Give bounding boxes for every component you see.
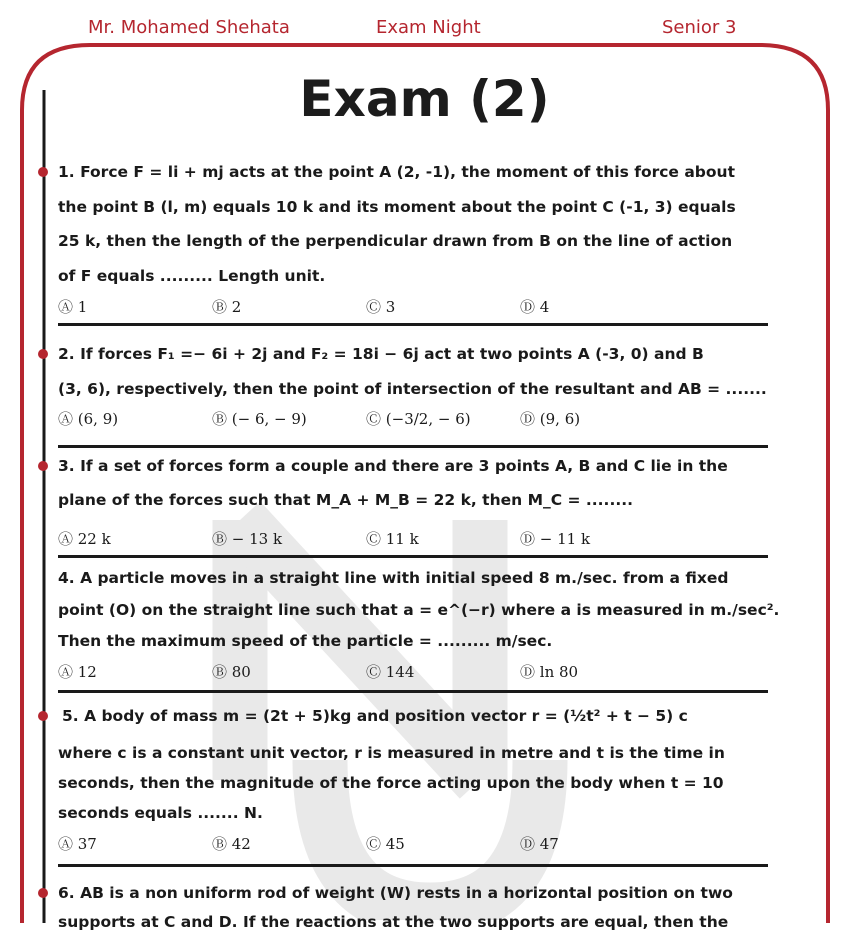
- question-3-option-d[interactable]: Ⓓ − 11 k: [520, 530, 591, 548]
- teacher-name: Mr. Mohamed Shehata: [88, 17, 290, 38]
- question-3-option-c[interactable]: Ⓒ 11 k: [366, 530, 419, 548]
- question-1-option-d[interactable]: Ⓓ 4: [520, 298, 550, 316]
- question-5-line-4: seconds equals ....... N.: [58, 804, 263, 822]
- header-title: Exam Night: [376, 17, 481, 38]
- question-5-option-a[interactable]: Ⓐ 37: [58, 835, 97, 853]
- question-4-option-a[interactable]: Ⓐ 12: [58, 663, 97, 681]
- question-separator: [58, 555, 768, 558]
- question-bullet: [38, 349, 48, 359]
- question-1-line-1: 1. Force F = li + mj acts at the point A (2, -1), the moment of this force about: [58, 163, 735, 181]
- question-separator: [58, 690, 768, 693]
- question-4-option-b[interactable]: Ⓑ 80: [212, 663, 251, 681]
- question-5-line-2: where c is a constant unit vector, r is measured in metre and t is the time in: [58, 744, 725, 762]
- exam-title: Exam (2): [299, 70, 550, 128]
- question-6-line-2: supports at C and D. If the reactions at the two supports are equal, then the: [58, 913, 729, 931]
- question-separator: [58, 864, 768, 867]
- question-5-option-b[interactable]: Ⓑ 42: [212, 835, 251, 853]
- question-1-option-c[interactable]: Ⓒ 3: [366, 298, 396, 316]
- question-1-line-2: the point B (l, m) equals 10 k and its moment about the point C (-1, 3) equals: [58, 198, 736, 216]
- question-bullet: [38, 711, 48, 721]
- question-4-line-3: Then the maximum speed of the particle = ......... m/sec.: [58, 632, 553, 650]
- question-4-line-1: 4. A particle moves in a straight line with initial speed 8 m./sec. from a fixed: [58, 569, 729, 587]
- question-2-option-d[interactable]: Ⓓ (9, 6): [520, 410, 581, 428]
- question-2-option-c[interactable]: Ⓒ (−3/2, − 6): [366, 410, 471, 428]
- question-1-line-4: of F equals ......... Length unit.: [58, 267, 326, 285]
- question-3-line-2: plane of the forces such that M_A + M_B = 22 k, then M_C = ........: [58, 491, 633, 509]
- question-1-option-a[interactable]: Ⓐ 1: [58, 298, 88, 316]
- question-6-line-1: 6. AB is a non uniform rod of weight (W) rests in a horizontal position on two: [58, 884, 733, 902]
- question-2-option-a[interactable]: Ⓐ (6, 9): [58, 410, 119, 428]
- question-5-option-d[interactable]: Ⓓ 47: [520, 835, 559, 853]
- question-2-option-b[interactable]: Ⓑ (− 6, − 9): [212, 410, 307, 428]
- question-separator: [58, 445, 768, 448]
- question-bullet: [38, 167, 48, 177]
- question-bullet: [38, 461, 48, 471]
- question-3-option-b[interactable]: Ⓑ − 13 k: [212, 530, 283, 548]
- question-separator: [58, 323, 768, 326]
- grade-label: Senior 3: [662, 17, 737, 38]
- question-4-line-2: point (O) on the straight line such that a = e^(−r) where a is measured in m./sec².: [58, 601, 780, 619]
- question-bullet: [38, 888, 48, 898]
- question-5-option-c[interactable]: Ⓒ 45: [366, 835, 405, 853]
- question-2-line-2: (3, 6), respectively, then the point of intersection of the resultant and AB = .......: [58, 380, 767, 398]
- question-4-option-d[interactable]: Ⓓ ln 80: [520, 663, 579, 681]
- question-2-line-1: 2. If forces F₁ =− 6i + 2j and F₂ = 18i − 6j act at two points A (-3, 0) and B: [58, 345, 704, 363]
- question-5-line-1: 5. A body of mass m = (2t + 5)kg and position vector r = (½t² + t − 5) c: [62, 707, 688, 725]
- question-3-option-a[interactable]: Ⓐ 22 k: [58, 530, 111, 548]
- question-1-line-3: 25 k, then the length of the perpendicular drawn from B on the line of action: [58, 232, 733, 250]
- question-1-option-b[interactable]: Ⓑ 2: [212, 298, 242, 316]
- question-3-line-1: 3. If a set of forces form a couple and there are 3 points A, B and C lie in the: [58, 457, 728, 475]
- question-5-line-3: seconds, then the magnitude of the force acting upon the body when t = 10: [58, 774, 724, 792]
- question-4-option-c[interactable]: Ⓒ 144: [366, 663, 415, 681]
